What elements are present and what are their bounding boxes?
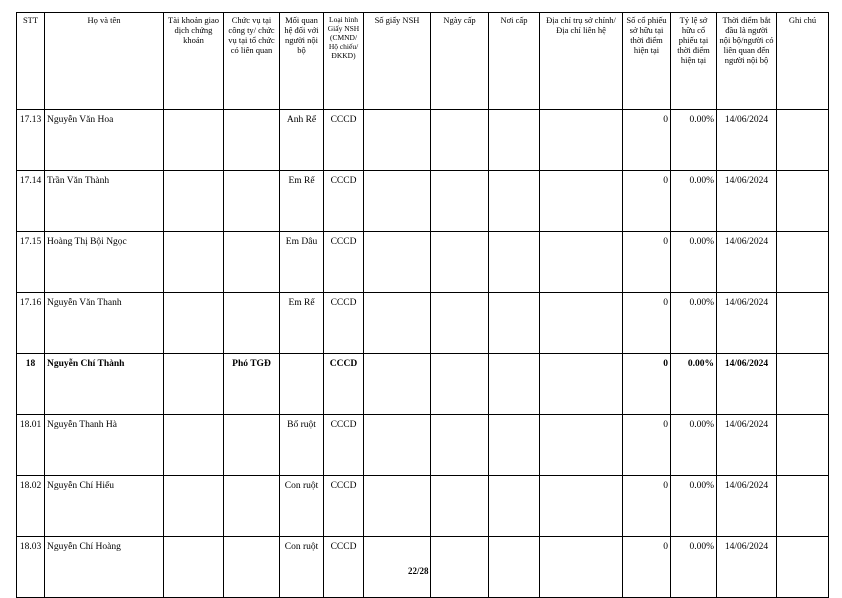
cell-doc-type: CCCD: [324, 293, 364, 354]
header-noi-cap: Nơi cấp: [489, 13, 540, 110]
header-dia-chi: Địa chỉ trụ sở chính/Địa chỉ liên hệ: [540, 13, 623, 110]
header-ghi-chu: Ghi chú: [777, 13, 829, 110]
cell-account: [164, 110, 224, 171]
cell-position: Phó TGĐ: [224, 354, 280, 415]
cell-account: [164, 293, 224, 354]
cell-position: [224, 415, 280, 476]
cell-doc-no: [364, 476, 431, 537]
cell-account: [164, 537, 224, 598]
header-ngay-cap: Ngày cấp: [431, 13, 489, 110]
cell-relation: [280, 354, 324, 415]
cell-stt: 18.01: [17, 415, 45, 476]
cell-note: [777, 232, 829, 293]
cell-name: Hoàng Thị Bội Ngọc: [45, 232, 164, 293]
cell-ratio: 0.00%: [671, 476, 717, 537]
cell-since: 14/06/2024: [717, 232, 777, 293]
cell-ratio: 0.00%: [671, 232, 717, 293]
cell-stt: 17.14: [17, 171, 45, 232]
table-row: [17, 110, 829, 171]
cell-relation: Anh Rể: [280, 110, 324, 171]
header-chuc-vu: Chức vụ tại công ty/ chức vụ tại tổ chức có liên quan: [224, 13, 280, 110]
cell-issue-date: [431, 354, 489, 415]
cell-issue-place: [489, 171, 540, 232]
header-ho-ten: Họ và tên: [45, 13, 164, 110]
cell-shares: 0: [623, 415, 671, 476]
cell-issue-date: [431, 476, 489, 537]
cell-address: [540, 354, 623, 415]
cell-ratio: 0.00%: [671, 171, 717, 232]
cell-name: Nguyễn Chí Hoàng: [45, 537, 164, 598]
cell-address: [540, 476, 623, 537]
cell-address: [540, 415, 623, 476]
cell-since: 14/06/2024: [717, 537, 777, 598]
cell-note: [777, 110, 829, 171]
cell-ratio: 0.00%: [671, 415, 717, 476]
cell-issue-place: [489, 354, 540, 415]
cell-relation: Em Rể: [280, 171, 324, 232]
cell-doc-type: CCCD: [324, 415, 364, 476]
cell-issue-place: [489, 476, 540, 537]
cell-ratio: 0.00%: [671, 354, 717, 415]
cell-account: [164, 415, 224, 476]
cell-issue-place: [489, 537, 540, 598]
cell-doc-no: [364, 415, 431, 476]
cell-note: [777, 537, 829, 598]
table-row: [17, 293, 829, 354]
cell-shares: 0: [623, 110, 671, 171]
table-row: [17, 415, 829, 476]
cell-doc-type: CCCD: [324, 354, 364, 415]
cell-shares: 0: [623, 537, 671, 598]
cell-since: 14/06/2024: [717, 476, 777, 537]
cell-since: 14/06/2024: [717, 354, 777, 415]
header-row: [17, 13, 829, 110]
cell-stt: 17.13: [17, 110, 45, 171]
cell-account: [164, 232, 224, 293]
cell-stt: 17.15: [17, 232, 45, 293]
cell-doc-no: [364, 232, 431, 293]
cell-issue-date: [431, 232, 489, 293]
cell-issue-place: [489, 293, 540, 354]
table-row: [17, 354, 829, 415]
cell-address: [540, 537, 623, 598]
cell-doc-type: CCCD: [324, 232, 364, 293]
header-loai-giay: Loại hình Giấy NSH (CMND/ Hộ chiếu/ ĐKKD): [324, 13, 364, 110]
cell-name: Nguyễn Chí Thành: [45, 354, 164, 415]
cell-shares: 0: [623, 354, 671, 415]
cell-position: [224, 476, 280, 537]
cell-relation: Con ruột: [280, 537, 324, 598]
cell-ratio: 0.00%: [671, 110, 717, 171]
cell-account: [164, 354, 224, 415]
cell-doc-no: [364, 110, 431, 171]
cell-note: [777, 293, 829, 354]
cell-shares: 0: [623, 171, 671, 232]
cell-issue-date: [431, 171, 489, 232]
cell-name: Nguyễn Văn Thanh: [45, 293, 164, 354]
cell-doc-no: [364, 171, 431, 232]
page-number: 22/28: [408, 566, 429, 576]
cell-name: Nguyễn Văn Hoa: [45, 110, 164, 171]
cell-since: 14/06/2024: [717, 110, 777, 171]
cell-issue-place: [489, 232, 540, 293]
table-row: [17, 476, 829, 537]
cell-issue-place: [489, 110, 540, 171]
cell-issue-date: [431, 110, 489, 171]
cell-shares: 0: [623, 232, 671, 293]
header-stt: STT: [17, 13, 45, 110]
table-row: [17, 232, 829, 293]
cell-name: Nguyễn Chí Hiếu: [45, 476, 164, 537]
cell-doc-no: [364, 354, 431, 415]
cell-doc-type: CCCD: [324, 537, 364, 598]
cell-doc-type: CCCD: [324, 476, 364, 537]
cell-position: [224, 232, 280, 293]
header-thoi-diem: Thời điểm bắt đầu là người nội bộ/người có liên quan đến người nội bộ: [717, 13, 777, 110]
cell-stt: 18.03: [17, 537, 45, 598]
header-tai-khoan: Tài khoản giao dịch chứng khoán: [164, 13, 224, 110]
cell-address: [540, 232, 623, 293]
cell-account: [164, 171, 224, 232]
cell-note: [777, 476, 829, 537]
cell-stt: 18.02: [17, 476, 45, 537]
cell-position: [224, 537, 280, 598]
header-moi-quan-he: Mối quan hệ đối với người nội bộ: [280, 13, 324, 110]
cell-relation: Em Rể: [280, 293, 324, 354]
cell-position: [224, 110, 280, 171]
cell-since: 14/06/2024: [717, 415, 777, 476]
cell-since: 14/06/2024: [717, 171, 777, 232]
cell-address: [540, 171, 623, 232]
insider-table: [16, 12, 829, 598]
cell-doc-type: CCCD: [324, 110, 364, 171]
cell-ratio: 0.00%: [671, 293, 717, 354]
header-ty-le: Tỷ lệ sở hữu cổ phiếu tại thời điểm hiện tại: [671, 13, 717, 110]
cell-address: [540, 293, 623, 354]
cell-issue-date: [431, 537, 489, 598]
header-so-co-phieu: Số cổ phiếu sở hữu tại thời điểm hiện tại: [623, 13, 671, 110]
cell-name: Nguyễn Thanh Hà: [45, 415, 164, 476]
cell-since: 14/06/2024: [717, 293, 777, 354]
cell-stt: 18: [17, 354, 45, 415]
cell-relation: Em Dâu: [280, 232, 324, 293]
cell-address: [540, 110, 623, 171]
cell-account: [164, 476, 224, 537]
cell-shares: 0: [623, 293, 671, 354]
cell-position: [224, 293, 280, 354]
cell-issue-date: [431, 293, 489, 354]
cell-issue-date: [431, 415, 489, 476]
cell-name: Trần Văn Thành: [45, 171, 164, 232]
cell-doc-type: CCCD: [324, 171, 364, 232]
cell-ratio: 0.00%: [671, 537, 717, 598]
cell-issue-place: [489, 415, 540, 476]
cell-relation: Bố ruột: [280, 415, 324, 476]
cell-doc-no: [364, 293, 431, 354]
table-row: [17, 171, 829, 232]
cell-stt: 17.16: [17, 293, 45, 354]
cell-note: [777, 354, 829, 415]
cell-position: [224, 171, 280, 232]
cell-relation: Con ruột: [280, 476, 324, 537]
header-so-giay: Số giấy NSH: [364, 13, 431, 110]
cell-note: [777, 171, 829, 232]
cell-shares: 0: [623, 476, 671, 537]
cell-note: [777, 415, 829, 476]
